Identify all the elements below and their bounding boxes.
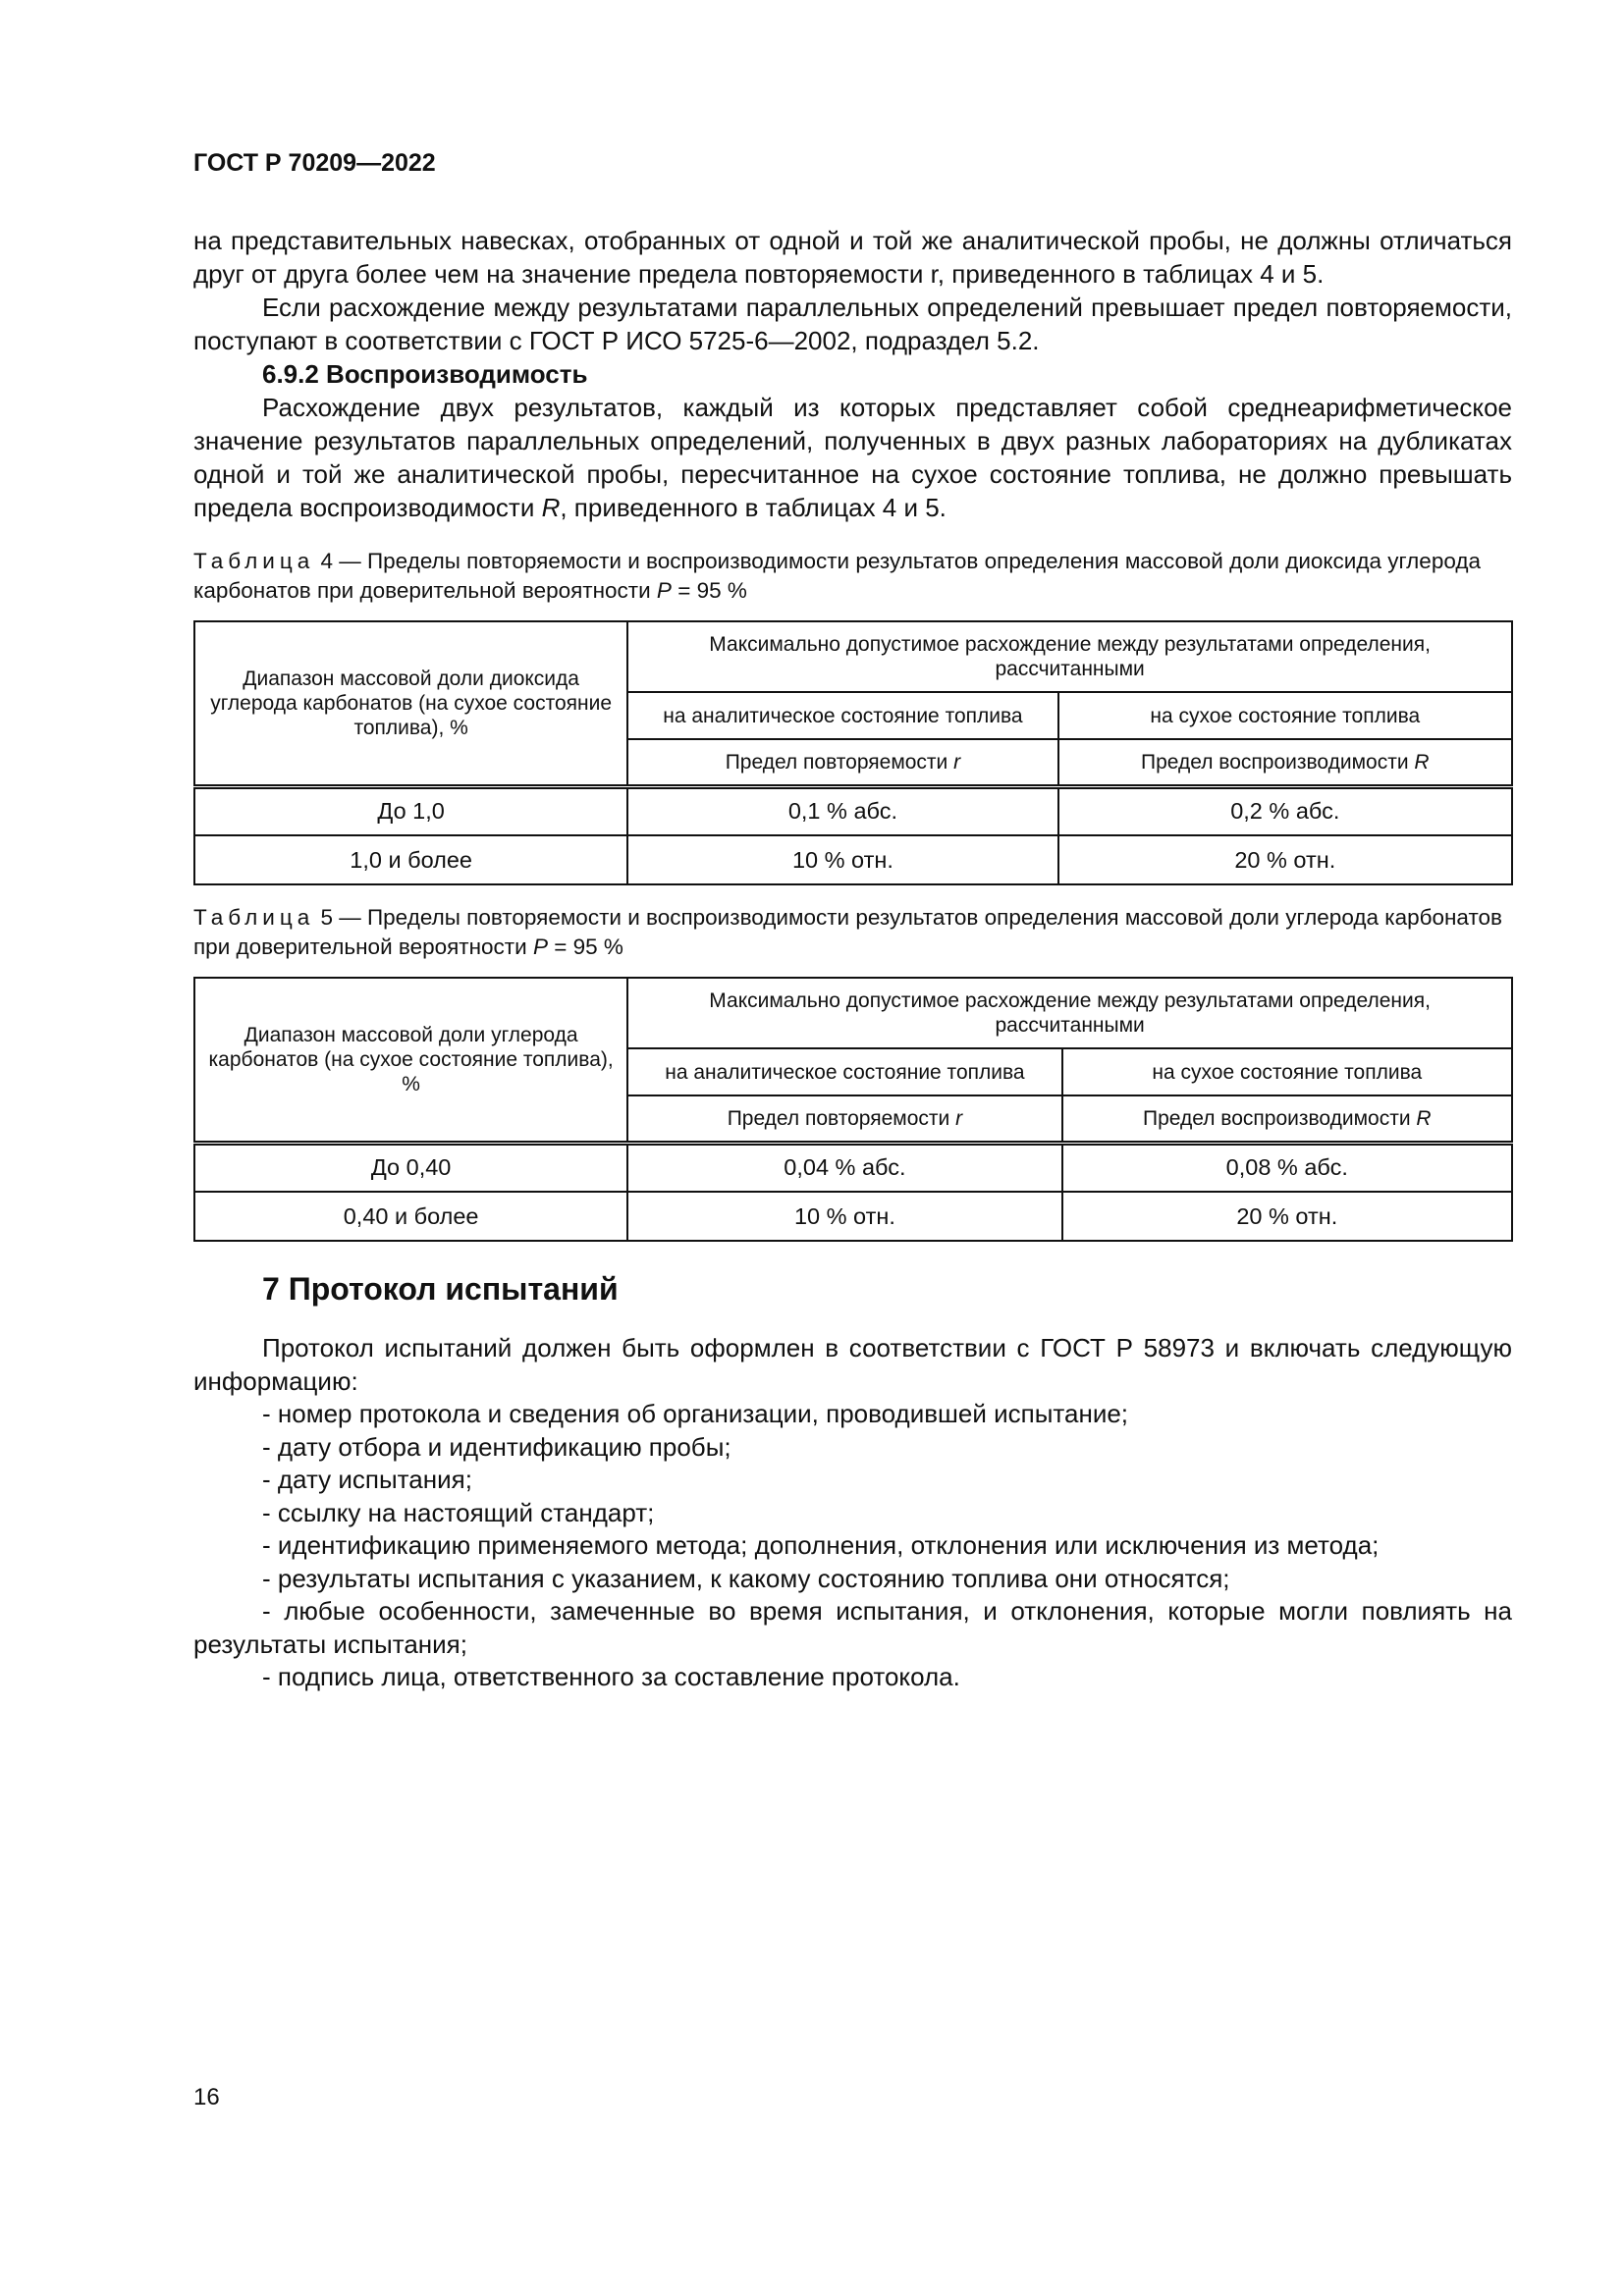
table4-span-header: Максимально допустимое расхождение между результатами определения, рассчитанными [627, 621, 1512, 692]
table4-col1-header: Диапазон массовой доли диоксида углерода карбонатов (на сухое состояние топлива), % [194, 621, 627, 786]
table4-sub-analytical: на аналитическое состояние топлива [627, 692, 1057, 739]
list-item: - подпись лица, ответственного за составление протокола. [262, 1662, 960, 1691]
document-header: ГОСТ Р 70209—2022 [193, 149, 436, 177]
paragraph-discrepancy: Если расхождение между результатами параллельных определений превышает предел повторяемости, поступают в соответствии с ГОСТ Р ИСО 5725-6—2002, подраздел 5.2. [193, 293, 1512, 355]
table5-repeatability-limit: Предел повторяемости r [627, 1095, 1061, 1143]
section-7-title: 7 Протокол испытаний [262, 1271, 619, 1307]
table-row: 1,0 и более 10 % отн. 20 % отн. [194, 835, 1512, 884]
page-number: 16 [193, 2084, 220, 2110]
list-item: - любые особенности, замеченные во время испытания, и отклонения, которые могли повлиять на результаты испытания; [193, 1596, 1512, 1659]
table5 [193, 977, 1513, 1242]
list-item: - дату отбора и идентификацию пробы; [262, 1431, 731, 1462]
subheading-reproducibility: 6.9.2 Воспроизводимость [262, 359, 588, 389]
list-item: - дату испытания; [262, 1465, 472, 1494]
table5-col1-header: Диапазон массовой доли углерода карбонатов (на сухое состояние топлива), % [194, 978, 627, 1143]
table5-span-header: Максимально допустимое расхождение между результатами определения, рассчитанными [627, 978, 1512, 1048]
table4-sub-dry: на сухое состояние топлива [1058, 692, 1512, 739]
table-row: 0,40 и более 10 % отн. 20 % отн. [194, 1192, 1512, 1241]
section-7-intro: Протокол испытаний должен быть оформлен в соответствии с ГОСТ Р 58973 и включать следующую информацию: [193, 1333, 1512, 1396]
table4-caption: Таблица 4 — Пределы повторяемости и воспроизводимости результатов определения массовой доли диоксида углерода карбонатов при доверительной вероятности P = 95 % [193, 549, 1481, 603]
list-item: - результаты испытания с указанием, к какому состоянию топлива они относятся; [262, 1563, 1230, 1593]
table5-caption: Таблица 5 — Пределы повторяемости и воспроизводимости результатов определения массовой доли углерода карбонатов при доверительной вероятности P = 95 % [193, 905, 1502, 959]
section-7-body [193, 1332, 1512, 1694]
table5-sub-dry: на сухое состояние топлива [1062, 1048, 1512, 1095]
paragraph-reproducibility: Расхождение двух результатов, каждый из которых представляет собой среднеарифметическое значение результатов параллельных определений, полученных в двух разных лабораториях на дубликатах одной и той же аналитической пробы, пересчитанное на сухое состояние топлива, не должно превышать предела воспроизводимости R, приведенного в таблицах 4 и 5. [193, 393, 1512, 522]
table5-sub-analytical: на аналитическое состояние топлива [627, 1048, 1061, 1095]
table5-reproducibility-limit: Предел воспроизводимости R [1062, 1095, 1512, 1143]
list-item: - ссылку на настоящий стандарт; [262, 1497, 655, 1527]
table4 [193, 620, 1513, 885]
paragraph-repeatability-end: на представительных навесках, отобранных от одной и той же аналитической пробы, не должны отличаться друг от друга более чем на значение предела повторяемости r, приведенного в таблицах 4 и 5. [193, 226, 1512, 289]
list-item: - номер протокола и сведения об организации, проводившей испытание; [262, 1399, 1129, 1428]
table4-repeatability-limit: Предел повторяемости r [627, 739, 1057, 786]
table-row: До 1,0 0,1 % абс. 0,2 % абс. [194, 786, 1512, 835]
intro-text [193, 224, 1512, 524]
list-item: - идентификацию применяемого метода; дополнения, отклонения или исключения из метода; [262, 1530, 1380, 1560]
table-row: До 0,40 0,04 % абс. 0,08 % абс. [194, 1143, 1512, 1192]
table4-reproducibility-limit: Предел воспроизводимости R [1058, 739, 1512, 786]
